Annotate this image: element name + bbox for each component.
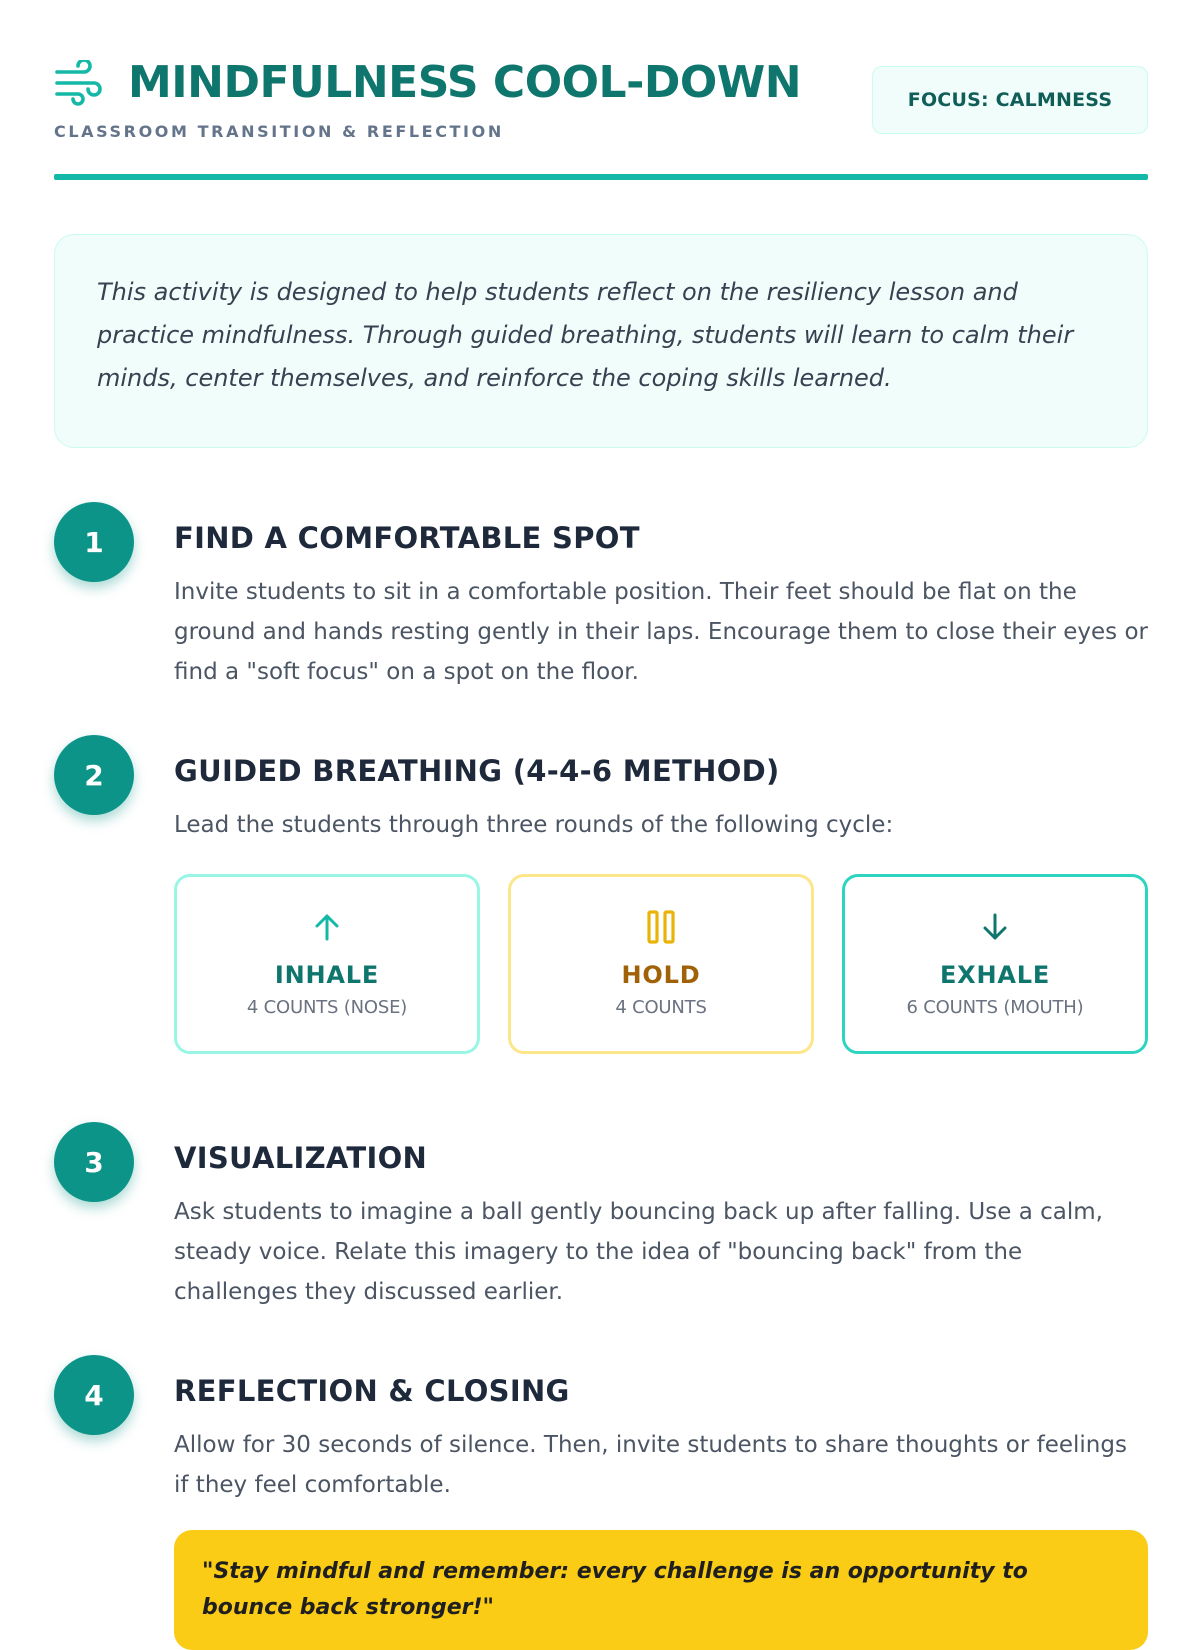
step-body bbox=[174, 751, 1148, 845]
closing-quote: "Stay mindful and remember: every challenge is an opportunity to bounce back stronger!" bbox=[174, 1530, 1148, 1650]
inhale-card bbox=[174, 874, 480, 1054]
wind-icon bbox=[54, 60, 106, 106]
step-body bbox=[174, 1138, 1148, 1312]
step-number-badge: 2 bbox=[54, 735, 134, 815]
card-label: INHALE bbox=[274, 961, 380, 989]
step-number-badge: 3 bbox=[54, 1122, 134, 1202]
step-title: FIND A COMFORTABLE SPOT bbox=[174, 521, 640, 555]
step-body bbox=[174, 1371, 1148, 1505]
card-label: HOLD bbox=[621, 961, 701, 989]
title-row bbox=[54, 56, 801, 110]
arrow-up-icon bbox=[307, 907, 347, 947]
page-subtitle: CLASSROOM TRANSITION & REFLECTION bbox=[54, 122, 504, 141]
step-number-badge: 4 bbox=[54, 1355, 134, 1435]
step-body bbox=[174, 518, 1148, 692]
breathing-cycle-cards bbox=[174, 874, 1148, 1054]
exhale-card bbox=[842, 874, 1148, 1054]
card-counts: 4 COUNTS bbox=[615, 997, 707, 1018]
hold-card bbox=[508, 874, 814, 1054]
intro-callout: This activity is designed to help students reflect on the resiliency lesson and practice mindfulness. Through guided breathing, students will learn to calm their minds, center themselves, and reinforce the coping skills learned. bbox=[54, 234, 1148, 448]
step-text: Allow for 30 seconds of silence. Then, invite students to share thoughts or feelings if they feel comfortable. bbox=[174, 1432, 1127, 1498]
card-counts: 4 COUNTS (NOSE) bbox=[246, 997, 408, 1018]
card-counts: 6 COUNTS (MOUTH) bbox=[906, 997, 1084, 1018]
step-number-badge: 1 bbox=[54, 502, 134, 582]
page bbox=[54, 0, 1148, 1620]
card-label: EXHALE bbox=[939, 961, 1051, 989]
header bbox=[54, 0, 1148, 182]
step-text: Invite students to sit in a comfortable position. Their feet should be flat on the ground and hands resting gently in their laps. Encourage them to close their eyes or find a "soft focus" on a spot on the floor. bbox=[174, 579, 1148, 685]
arrow-down-icon bbox=[975, 907, 1015, 947]
step-text: Ask students to imagine a ball gently bouncing back up after falling. Use a calm, steady voice. Relate this imagery to the idea of "bouncing back" from the challenges they discussed earlier. bbox=[174, 1199, 1103, 1305]
step-title: REFLECTION & CLOSING bbox=[174, 1374, 570, 1408]
page-title: MINDFULNESS COOL-DOWN bbox=[128, 57, 802, 108]
step-title: VISUALIZATION bbox=[174, 1141, 428, 1175]
step-title: GUIDED BREATHING (4-4-6 METHOD) bbox=[174, 754, 780, 788]
header-divider bbox=[54, 174, 1148, 180]
step-text: Lead the students through three rounds of the following cycle: bbox=[174, 812, 894, 838]
pause-icon bbox=[641, 907, 681, 947]
focus-badge: FOCUS: CALMNESS bbox=[872, 66, 1148, 134]
